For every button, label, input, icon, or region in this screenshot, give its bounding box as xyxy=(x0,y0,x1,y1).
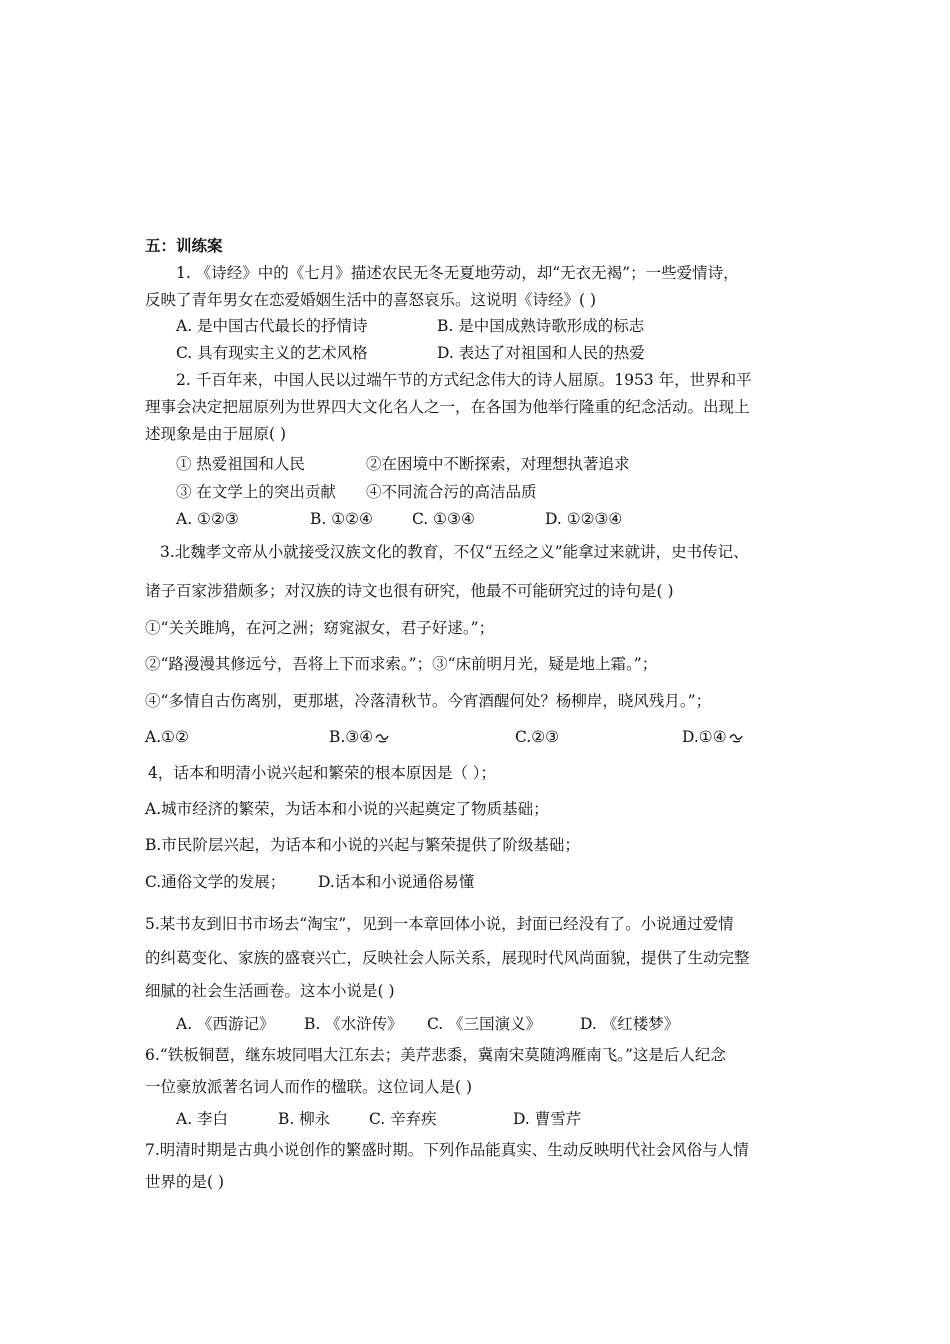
q3-stem-line2: 诸子百家涉猎颇多；对汉族的诗文也很有研究，他最不可能研究过的诗句是( ) xyxy=(145,582,674,600)
q4-option-b: B.市民阶层兴起，为话本和小说的兴起与繁荣提供了阶级基础； xyxy=(145,836,580,854)
q3-option-b-wrap xyxy=(329,727,389,747)
q6-option-c: C. 辛弃疾 xyxy=(369,1110,437,1128)
q1-option-d: D. 表达了对祖国和人民的热爱 xyxy=(437,344,645,362)
q4-option-d: D.话本和小说通俗易懂 xyxy=(318,873,475,891)
q4-option-c: C.通俗文学的发展； xyxy=(145,873,286,891)
q2-option-a: A. ①②③ xyxy=(176,510,239,528)
q3-option-d: D.①④ xyxy=(682,728,727,746)
q7-stem-line2: 世界的是( ) xyxy=(145,1173,225,1191)
q2-item-4: ④不同流合污的高洁品质 xyxy=(366,483,537,501)
q2-stem-line3: 述现象是由于屈原( ) xyxy=(145,425,287,443)
q5-option-d: D. 《红楼梦》 xyxy=(580,1015,680,1033)
q5-option-a: A. 《西游记》 xyxy=(176,1015,275,1033)
ink-smudge-icon xyxy=(375,733,389,743)
q7-stem-line1: 7.明清时期是古典小说创作的繁盛时期。下列作品能真实、生动反映明代社会风俗与人情 xyxy=(145,1141,749,1159)
q2-stem-line2: 理事会决定把屈原列为世界四大文化名人之一，在各国为他举行隆重的纪念活动。出现上 xyxy=(145,398,750,416)
q6-stem-line2: 一位豪放派著名词人而作的楹联。这位词人是( ) xyxy=(145,1078,473,1096)
q5-option-b: B. 《水浒传》 xyxy=(304,1015,403,1033)
q3-option-a: A.①② xyxy=(145,728,189,746)
q1-option-a: A. 是中国古代最长的抒情诗 xyxy=(176,317,368,335)
q2-stem-line1: 2. 千百年来，中国人民以过端午节的方式纪念伟大的诗人屈原。1953 年，世界和平 xyxy=(176,371,752,389)
q3-poem-1: ①“关关雎鸠，在河之洲；窈窕淑女，君子好逑。”； xyxy=(145,619,495,637)
q5-stem-line2: 的纠葛变化、家族的盛衰兴亡，反映社会人际关系，展现时代风尚面貌，提供了生动完整 xyxy=(145,949,750,967)
q3-stem-line1: 3.北魏孝文帝从小就接受汉族文化的教育，不仅“五经之义”能拿过来就讲，史书传记、 xyxy=(160,543,749,561)
q2-item-2: ②在困境中不断探索，对理想执著追求 xyxy=(366,455,630,473)
q2-item-1: ① 热爱祖国和人民 xyxy=(176,455,305,473)
q6-stem-line1: 6.“铁板铜琶，继东坡同唱大江东去；美芹悲黍，冀南宋莫随鸿雁南飞。”这是后人纪念 xyxy=(145,1046,726,1064)
q6-option-a: A. 李白 xyxy=(176,1110,229,1128)
q6-option-b: B. 柳永 xyxy=(278,1110,331,1128)
q1-option-c: C. 具有现实主义的艺术风格 xyxy=(176,344,368,362)
section-title: 五：训练案 xyxy=(145,236,223,255)
q5-stem-line3: 细腻的社会生活画卷。这本小说是( ) xyxy=(145,982,395,1000)
q5-option-c: C. 《三国演义》 xyxy=(427,1015,542,1033)
q6-option-d: D. 曹雪芹 xyxy=(513,1110,582,1128)
q2-item-3: ③ 在文学上的突出贡献 xyxy=(176,483,336,501)
q4-option-a: A.城市经济的繁荣，为话本和小说的兴起奠定了物质基础； xyxy=(145,800,549,818)
q5-stem-line1: 5.某书友到旧书市场去“淘宝”，见到一本章回体小说，封面已经没有了。小说通过爱情 xyxy=(145,915,734,933)
q3-poem-2-3: ②“路漫漫其修远兮，吾将上下而求索。”；③“床前明月光，疑是地上霜。”； xyxy=(145,655,658,673)
q4-stem: 4，话本和明清小说兴起和繁荣的根本原因是（ ）； xyxy=(148,764,497,782)
ink-smudge-icon xyxy=(729,733,743,743)
q2-option-d: D. ①②③④ xyxy=(545,510,623,528)
q3-option-c: C.②③ xyxy=(515,728,560,746)
q2-option-b: B. ①②④ xyxy=(310,510,373,528)
q3-option-b: B.③④ xyxy=(329,728,374,746)
q3-option-d-wrap xyxy=(682,727,743,747)
q3-poem-4: ④“多情自古伤离别，更那堪，冷落清秋节。今宵酒醒何处？杨柳岸，晓风残月。”； xyxy=(145,692,712,710)
q2-option-c: C. ①③④ xyxy=(412,510,475,528)
q1-stem-line1: 1. 《诗经》中的《七月》描述农民无冬无夏地劳动，却“无衣无褐”；一些爱情诗， xyxy=(176,264,739,282)
q1-stem-line2: 反映了青年男女在恋爱婚姻生活中的喜怒哀乐。这说明《诗经》( ) xyxy=(145,291,597,309)
q1-option-b: B. 是中国成熟诗歌形成的标志 xyxy=(437,317,645,335)
